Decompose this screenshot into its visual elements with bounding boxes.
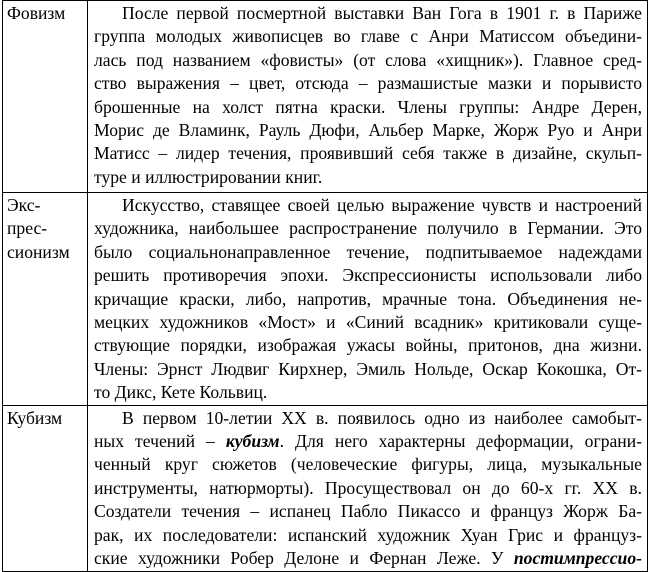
text-line: кричащие краски, либо, напротив, мрачные тона. Объединения не-	[94, 288, 642, 309]
text-line: лась под названием «фовисты» (от слова «хищник»). Главное сред-	[94, 49, 642, 70]
description-cell-fauvism	[88, 1, 648, 193]
text-line: мецких художников «Мост» и «Синий всадник» критиковали суще-	[94, 312, 642, 333]
text-line	[94, 430, 642, 453]
art-movements-table	[2, 0, 648, 572]
term-label: Фовизм	[7, 3, 66, 23]
text-line: ствующие порядки, изображая ужасы войны, притонов, дна жизни.	[94, 335, 642, 356]
table-row-expressionism	[3, 193, 648, 406]
term-label-part: Экс-	[7, 195, 41, 215]
text-fragment: ных течений –	[94, 431, 226, 452]
term-label-part: сионизм	[7, 241, 70, 262]
term-cell-cubism	[3, 405, 88, 571]
emphasized-term: кубизм	[225, 431, 280, 452]
text-line	[94, 547, 642, 570]
term-cell-expressionism	[3, 193, 88, 406]
text-line: то Дикс, Кете Кольвиц.	[94, 382, 268, 403]
table-row-fauvism	[3, 1, 648, 193]
emphasized-term: постимпрессио-	[513, 548, 642, 569]
text-line: В первом 10-летии XX в. появилось одно из наиболее самобыт-	[122, 407, 642, 428]
text-line: Создатели течения – испанец Пабло Пикассо и француз Жорж Ба-	[94, 501, 642, 522]
text-line: инструменты, натюрморты). Просуществовал он до 60-х гг. XX в.	[94, 477, 642, 498]
term-label: Кубизм	[7, 407, 63, 428]
table-row-cubism	[3, 405, 648, 571]
text-line: художника, наибольшее распространение получило в Германии. Это	[94, 218, 642, 239]
text-fragment: . Для него характерны деформации, ограни-	[279, 431, 642, 452]
text-line: туре и иллюстрировании книг.	[94, 166, 323, 187]
text-line: Члены: Эрнст Людвиг Кирхнер, Эмиль Нольде, Оскар Кокошка, От-	[94, 358, 642, 379]
text-line: ченный круг сюжетов (человеческие фигуры, лица, музыкальные	[94, 454, 642, 475]
text-line: решить противоречия эпохи. Экспрессионисты использовали либо	[94, 265, 642, 286]
text-line: группа молодых живописцев во главе с Анри Матиссом объедини-	[94, 26, 642, 47]
text-line: было социальнонаправленное течение, подпитываемое надеждами	[94, 241, 642, 262]
description-cell-cubism	[88, 405, 648, 571]
text-line: Искусство, ставящее своей целью выражение чувств и настроений	[122, 195, 642, 215]
text-line: После первой посмертной выставки Ван Гога в 1901 г. в Париже	[122, 3, 642, 23]
description-cell-expressionism	[88, 193, 648, 406]
text-line: Матисс – лидер течения, проявивший себя также в дизайне, скульп-	[94, 143, 642, 164]
term-cell-fauvism	[3, 1, 88, 193]
text-line: Морис де Вламинк, Рауль Дюфи, Альбер Марке, Жорж Руо и Анри	[94, 120, 642, 141]
text-line: ство выражения – цвет, отсюда – размашистые мазки и порывисто	[94, 73, 642, 94]
text-line: рак, их последователи: испанский художник Хуан Грис и француз-	[94, 524, 642, 545]
term-label-part: прес-	[7, 218, 48, 239]
text-fragment: ские художники Робер Делоне и Фернан Леже. У	[94, 548, 514, 569]
text-line: брошенные на холст пятна краски. Члены группы: Андре Дерен,	[94, 96, 642, 117]
